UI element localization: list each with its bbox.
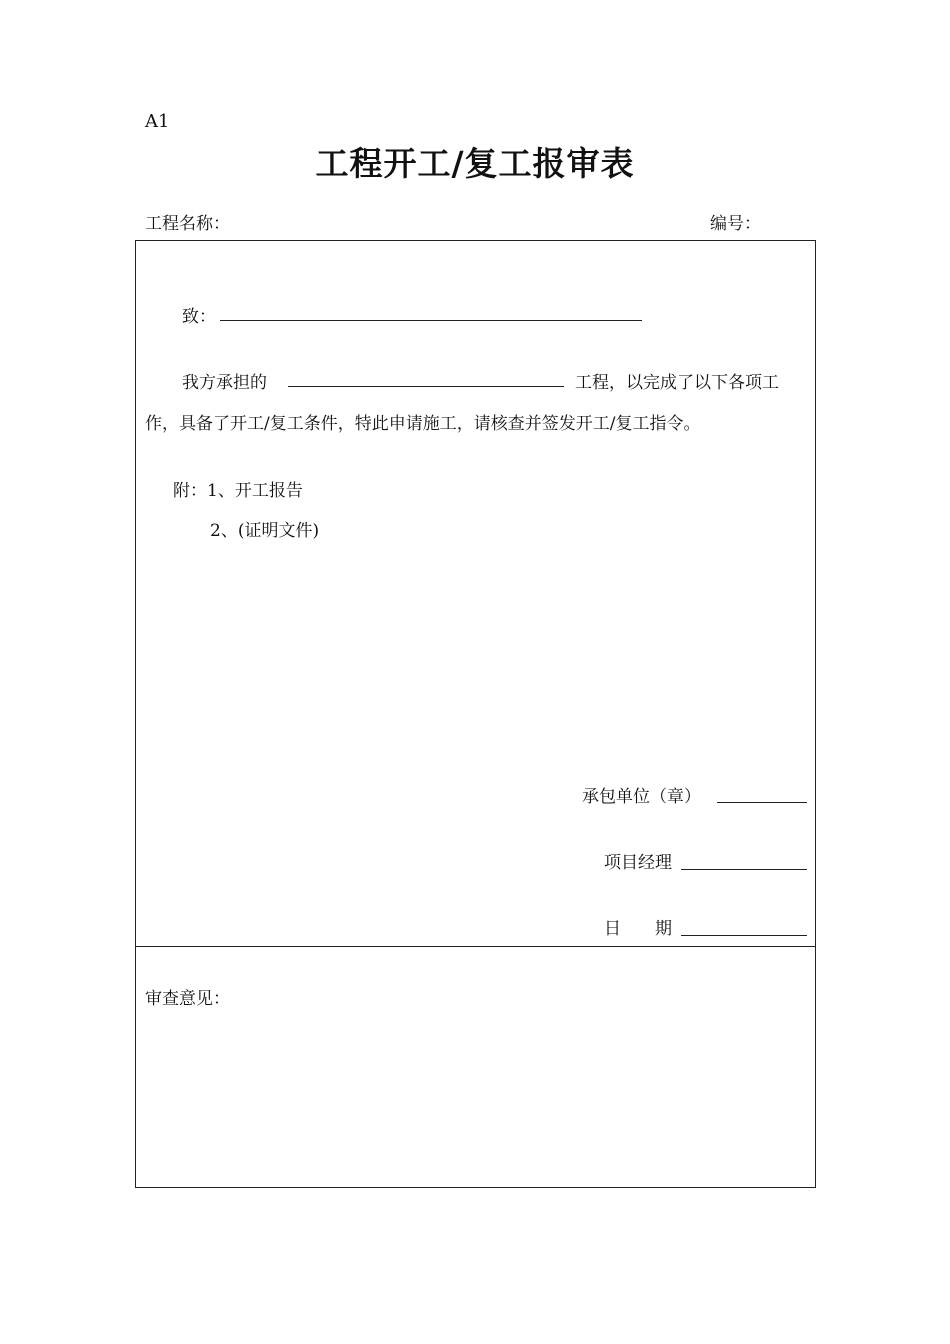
date-label: 日 期: [604, 919, 672, 939]
number-label: 编号：: [710, 214, 761, 234]
body-line1-suffix: 工程，以完成了以下各项工: [575, 373, 779, 393]
project-undertaken-field[interactable]: [288, 386, 564, 387]
form-code: A1: [145, 111, 170, 132]
contractor-label: 承包单位（章）: [582, 787, 701, 807]
review-opinion-label: 审查意见：: [145, 989, 230, 1009]
pm-label: 项目经理: [604, 853, 672, 873]
pm-signature-field[interactable]: [681, 869, 807, 870]
body-line2: 作，具备了开工/复工条件，特此申请施工，请核查并签发开工/复工指令。: [145, 414, 701, 434]
to-label: 致：: [182, 307, 216, 327]
to-recipient-field[interactable]: [220, 320, 642, 321]
date-field[interactable]: [681, 935, 807, 936]
section-divider: [135, 946, 816, 947]
attachments-label: 附：1、开工报告: [173, 481, 303, 501]
attachment-2: 2、(证明文件): [210, 521, 320, 541]
contractor-seal-field[interactable]: [717, 802, 807, 803]
form-title: 工程开工/复工报审表: [315, 144, 635, 183]
project-name-label: 工程名称：: [145, 214, 230, 234]
body-line1-prefix: 我方承担的: [182, 373, 267, 393]
